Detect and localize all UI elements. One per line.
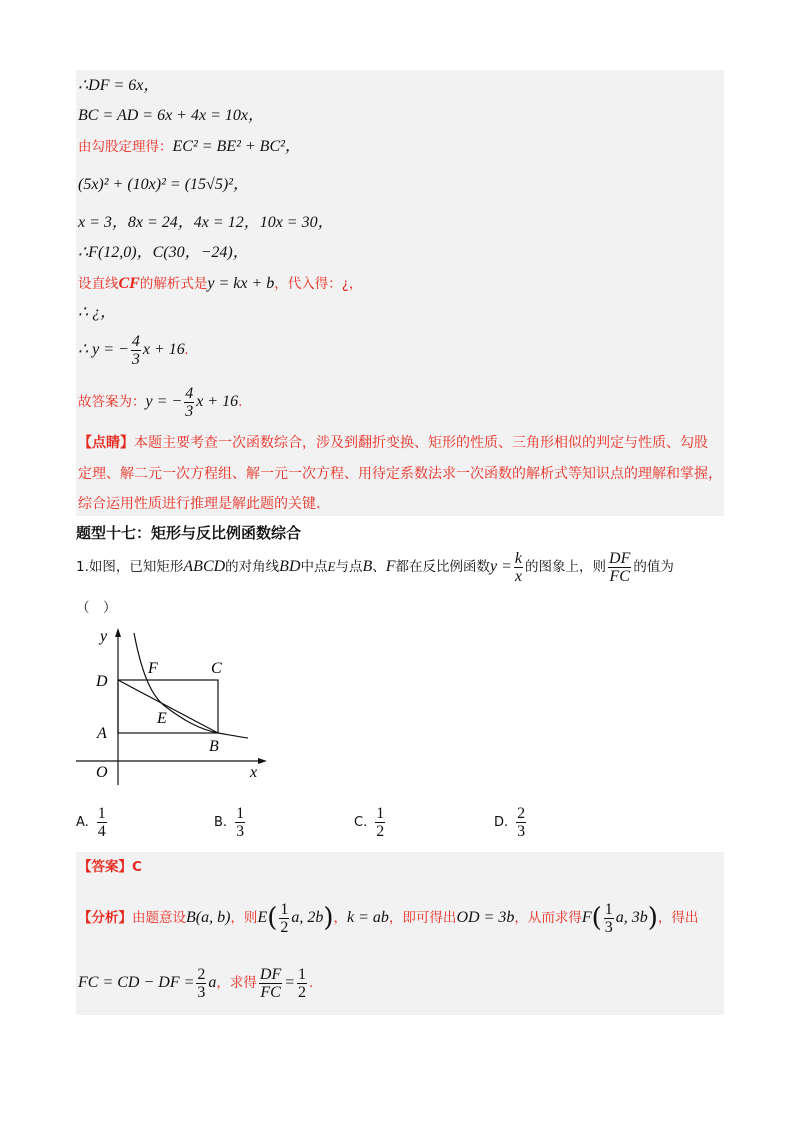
solution-line-3 <box>78 136 301 157</box>
label-x: x <box>250 764 258 781</box>
option-a-label: A. <box>76 815 89 830</box>
question-text-g: 与点 <box>335 559 363 575</box>
option-c[interactable] <box>354 805 387 840</box>
section-title: 题型十七：矩形与反比例函数综合 <box>76 524 302 542</box>
question-df: DF <box>609 549 631 567</box>
option-b-den: 3 <box>236 823 245 840</box>
question-text-o: 的值为 <box>633 559 674 575</box>
line7-equation: y = kx + b <box>207 275 275 292</box>
solution-line-9 <box>78 332 189 368</box>
solution-line-5: x = 3，8x = 24，4x = 12，10x = 30， <box>78 214 334 231</box>
question-paren: （ ） <box>76 600 117 616</box>
label-y: y <box>100 628 108 645</box>
line7-text-a: 设直线 <box>78 276 119 292</box>
question-k: k <box>514 549 523 567</box>
y-axis-arrow <box>115 628 121 637</box>
question-x: x <box>514 567 523 585</box>
question-text-k: 都在反比例函数 <box>395 559 491 575</box>
solution-line-2: BC = AD = 6x + 4x = 10x， <box>78 107 264 124</box>
line9-den: 3 <box>131 350 140 368</box>
analysis-text-b3: ，求得 <box>216 975 257 991</box>
line7-text-g: ， <box>348 276 363 292</box>
question-fc: FC <box>609 567 630 585</box>
solution-line-1: ∴DF = 6x， <box>78 77 160 94</box>
pythagoras-equation: EC² = BE² + BC²， <box>172 138 301 155</box>
analysis-ratio-num: DF <box>259 965 282 983</box>
final-answer-end: . <box>238 394 243 410</box>
final-answer-prefix: y = − <box>145 393 183 410</box>
question-y-eq: y = <box>490 558 512 575</box>
final-answer-den: 3 <box>185 402 194 420</box>
analysis-fc-den: 3 <box>197 983 206 1001</box>
line7-text-f: ¿ <box>341 276 349 292</box>
line9-prefix: ∴ y = − <box>78 341 129 358</box>
analysis-f-num: 1 <box>604 900 613 918</box>
option-b-num: 1 <box>236 805 245 822</box>
comment-line-1 <box>78 433 708 453</box>
analysis-e-den: 2 <box>280 918 289 936</box>
solution-line-8: ∴ ¿， <box>78 304 117 321</box>
solution-line-6: ∴F(12,0)，C(30，−24)， <box>78 244 249 261</box>
line9-suffix: x + 16 <box>142 341 185 358</box>
pythagoras-label: 由勾股定理得： <box>78 139 173 155</box>
analysis-line-1: 【分析】由题意设B(a, b)，则E( $\frac{1}{2}$ a, 2b)，k = ab，即可得出OD = 3b，从而求得F( $\frac{1}{3}$ a, 3b)，得出 <box>78 900 699 936</box>
answer-value: C <box>132 859 142 875</box>
analysis-e-num: 1 <box>280 900 289 918</box>
label-f: F <box>148 660 158 677</box>
analysis-fc-a: a <box>208 974 217 991</box>
line9-end: . <box>184 342 190 358</box>
solution-line-4: (5x)² + (10x)² = (15√5)²， <box>78 176 249 193</box>
line7-cf: CF <box>118 275 140 292</box>
question-line <box>76 548 674 585</box>
comment-text-1: 本题主要考查一次函数综合，涉及到翻折变换、矩形的性质、三角形相似的判定与性质、勾股 <box>134 435 708 451</box>
line7-text-c: 的解析式是 <box>139 276 208 292</box>
question-text-m: 的图象上，则 <box>525 559 607 575</box>
line7-text-e: ，代入得： <box>274 276 342 292</box>
label-a: A <box>97 725 107 742</box>
solution-line-10 <box>78 383 242 420</box>
analysis-k: k = ab <box>347 909 389 926</box>
solution-line-7 <box>78 273 362 294</box>
analysis-tag: 【分析】 <box>78 910 132 926</box>
question-abcd: ABCD <box>183 558 226 575</box>
line9-num: 4 <box>131 332 140 350</box>
option-d-den: 3 <box>517 823 526 840</box>
option-b-label: B. <box>214 815 228 830</box>
figure-rectangle-hyperbola <box>70 625 280 790</box>
option-b[interactable] <box>214 805 247 840</box>
analysis-fc-num: 2 <box>197 965 206 983</box>
analysis-f: F <box>581 909 592 926</box>
analysis-eq: = <box>284 974 296 991</box>
question-f: F <box>385 558 396 575</box>
analysis-line-2 <box>78 962 313 1003</box>
final-answer-label: 故答案为： <box>78 394 146 410</box>
analysis-text-11: ，得出 <box>657 910 699 926</box>
question-e: E <box>327 559 336 574</box>
analysis-e: E <box>257 909 268 926</box>
option-d[interactable] <box>494 805 528 840</box>
option-d-num: 2 <box>517 805 526 822</box>
label-b: B <box>209 738 219 755</box>
question-text-e: 中点 <box>300 559 328 575</box>
analysis-ratio-den: FC <box>260 983 281 1001</box>
hyperbola-curve <box>134 633 248 738</box>
analysis-f-rest: a, 3b <box>615 909 648 926</box>
comment-line-2: 定理、解二元一次方程组、解一元一次方程、用待定系数法求一次函数的解析式等知识点的理解和掌握， <box>78 466 722 482</box>
option-d-label: D. <box>494 815 509 830</box>
option-a-num: 1 <box>97 805 106 822</box>
analysis-text-3: ，则 <box>230 910 258 926</box>
option-a-den: 4 <box>97 823 106 840</box>
label-o: O <box>96 764 108 781</box>
option-a[interactable] <box>76 805 109 840</box>
question-text-c: 的对角线 <box>225 559 280 575</box>
answer-tag: 【答案】 <box>78 859 132 875</box>
analysis-result-den: 2 <box>298 983 307 1001</box>
answer-line <box>78 857 142 877</box>
label-d: D <box>96 673 108 690</box>
analysis-b-ab: B(a, b) <box>186 909 231 926</box>
option-c-num: 1 <box>376 805 385 822</box>
analysis-od: OD = 3b <box>456 909 515 926</box>
question-text-a: 1.如图，已知矩形 <box>76 559 184 575</box>
analysis-text-1: 由题意设 <box>132 910 186 926</box>
analysis-f-den: 3 <box>604 918 613 936</box>
question-bd: BD <box>279 558 301 575</box>
option-c-label: C. <box>354 815 368 830</box>
analysis-text-7: ，即可得出 <box>388 910 457 926</box>
analysis-text-9: ，从而求得 <box>514 910 582 926</box>
label-c: C <box>211 660 222 677</box>
x-axis-arrow <box>258 758 267 764</box>
final-answer-num: 4 <box>185 384 194 402</box>
diagonal-db <box>118 680 218 733</box>
question-b: B <box>362 558 373 575</box>
final-answer-suffix: x + 16 <box>196 393 239 410</box>
analysis-e-rest: a, 2b <box>291 909 324 926</box>
analysis-result-num: 1 <box>298 965 307 983</box>
analysis-end: . <box>309 975 314 991</box>
analysis-fc-eq: FC = CD − DF = <box>78 974 195 991</box>
comment-tag: 【点睛】 <box>78 435 134 451</box>
analysis-text-5: ， <box>333 910 348 926</box>
option-c-den: 2 <box>376 823 385 840</box>
question-text-i: 、 <box>372 559 386 575</box>
label-e: E <box>157 710 167 727</box>
comment-line-3: 综合运用性质进行推理是解此题的关键. <box>78 496 321 512</box>
